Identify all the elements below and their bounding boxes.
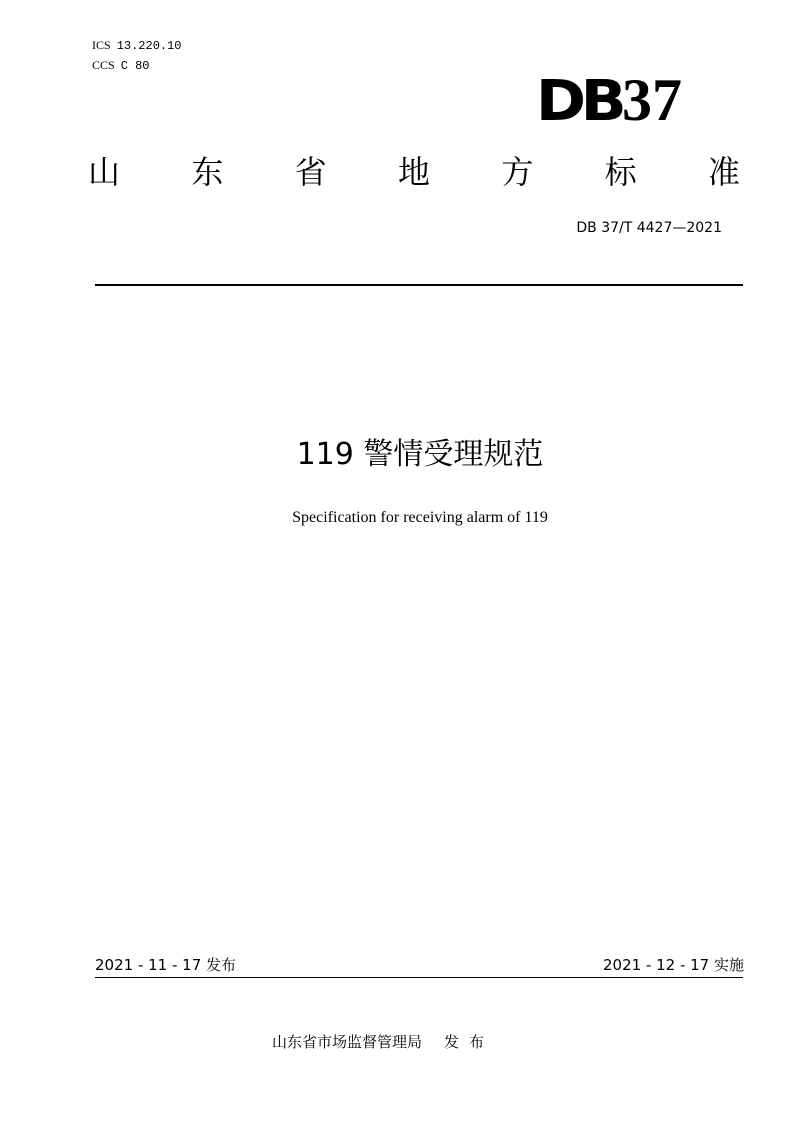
- ics-label: ICS: [92, 38, 111, 52]
- standard-type-heading: [88, 152, 740, 192]
- ccs-code: [92, 58, 150, 73]
- heading-char: 方: [501, 153, 534, 191]
- heading-char: 地: [397, 153, 430, 191]
- top-divider: [95, 284, 743, 286]
- document-subtitle: Specification for receiving alarm of 119: [292, 509, 548, 526]
- ccs-label: CCS: [92, 58, 115, 72]
- ics-code: [92, 38, 182, 53]
- heading-char: 准: [707, 153, 740, 191]
- ics-value: 13.220.10: [116, 39, 182, 53]
- heading-char: 省: [294, 153, 327, 191]
- issuer-name: 山东省市场监督管理局: [272, 1033, 423, 1051]
- db37-logo: [535, 67, 682, 147]
- implementation-date: 2021 - 12 - 17 实施: [602, 956, 744, 974]
- heading-char: 东: [191, 153, 224, 191]
- logo-number: 37: [622, 67, 682, 133]
- heading-char: 标: [604, 153, 637, 191]
- bottom-divider: [95, 977, 743, 978]
- publish-date: 2021 - 11 - 17 发布: [95, 956, 237, 974]
- ccs-value: C 80: [120, 59, 150, 73]
- document-title: 119 警情受理规范: [296, 437, 544, 472]
- issuer-line: [272, 1032, 494, 1052]
- standard-number: DB 37/T 4427—2021: [576, 220, 722, 236]
- logo-letters: DB: [535, 69, 622, 134]
- heading-char: 山: [88, 153, 121, 191]
- issuer-action: 发布: [444, 1033, 495, 1051]
